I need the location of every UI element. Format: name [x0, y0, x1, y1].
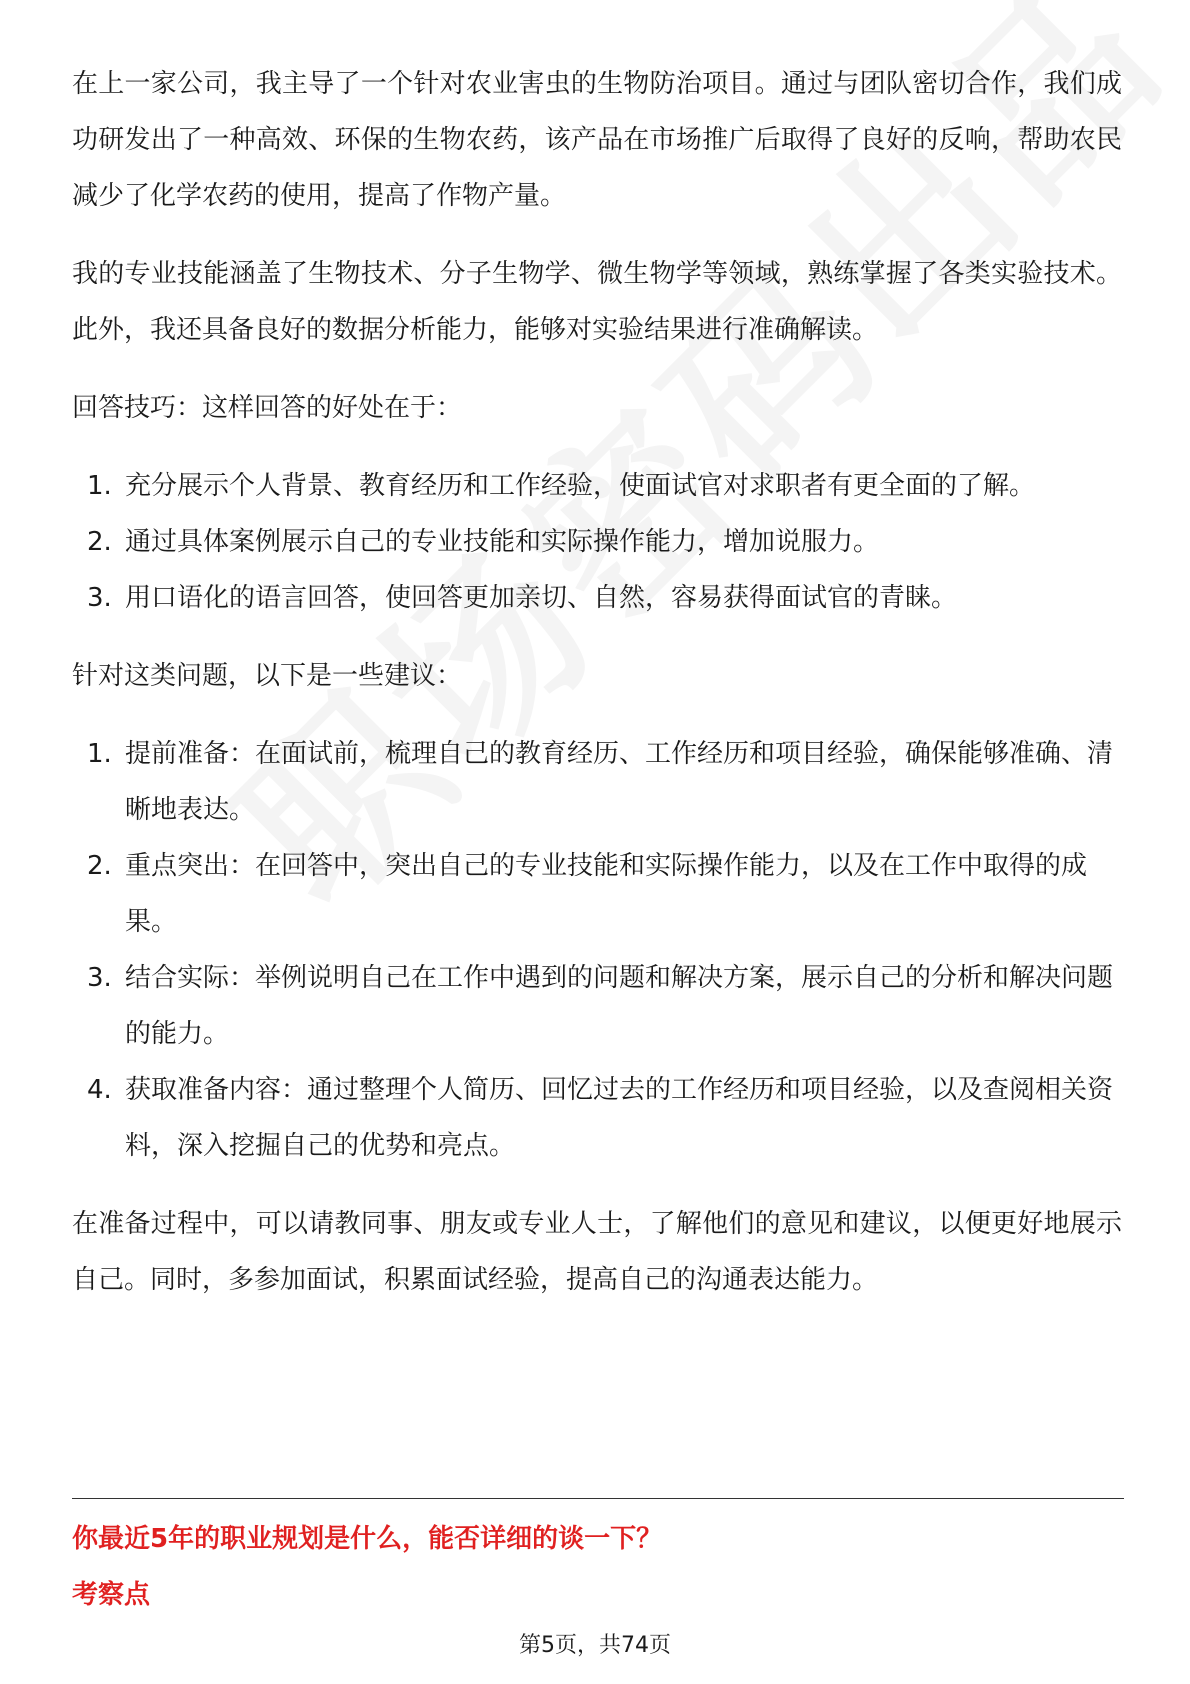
list-item [72, 570, 1122, 626]
list-item-text: 用口语化的语言回答，使回答更加亲切、自然，容易获得面试官的青睐。 [125, 583, 958, 613]
paragraph-project-experience: 在上一家公司，我主导了一个针对农业害虫的生物防治项目。通过与团队密切合作，我们成功研发出了一种高效、环保的生物农药，该产品在市场推广后取得了良好的反响，帮助农民减少了化学农药的使用，提高了作物产量。 [72, 69, 1122, 211]
list-item-text: 重点突出：在回答中，突出自己的专业技能和实际操作能力，以及在工作中取得的成果。 [125, 851, 1088, 937]
list-item-text: 充分展示个人背景、教育经历和工作经验，使面试官对求职者有更全面的了解。 [125, 471, 1036, 501]
paragraph-answer-tips-heading: 回答技巧：这样回答的好处在于： [72, 393, 463, 423]
list-number: 1. [87, 739, 112, 769]
list-item-text: 通过具体案例展示自己的专业技能和实际操作能力，增加说服力。 [125, 527, 880, 557]
list-item-text: 获取准备内容：通过整理个人简历、回忆过去的工作经历和项目经验，以及查阅相关资料，深入挖掘自己的优势和亮点。 [125, 1075, 1114, 1161]
list-item [72, 458, 1122, 514]
page-number: 第5页，共74页 [519, 1633, 671, 1658]
list-item-text: 提前准备：在面试前，梳理自己的教育经历、工作经历和项目经验，确保能够准确、清晰地表达。 [125, 739, 1114, 825]
section-divider [72, 1498, 1124, 1499]
list-item [72, 726, 1122, 838]
list-number: 3. [87, 963, 112, 993]
list-number: 1. [87, 471, 112, 501]
next-question-subheading: 考察点 [72, 1580, 151, 1610]
list-number: 2. [87, 527, 112, 557]
list-item [72, 838, 1122, 950]
answer-tips-list [72, 458, 1122, 626]
list-item [72, 950, 1122, 1062]
list-item-text: 结合实际：举例说明自己在工作中遇到的问题和解决方案，展示自己的分析和解决问题的能力。 [125, 963, 1114, 1049]
document-body [72, 56, 1122, 1330]
paragraph-professional-skills: 我的专业技能涵盖了生物技术、分子生物学、微生物学等领域，熟练掌握了各类实验技术。此外，我还具备良好的数据分析能力，能够对实验结果进行准确解读。 [72, 259, 1122, 345]
list-item [72, 514, 1122, 570]
list-number: 3. [87, 583, 112, 613]
paragraph-suggestions-heading: 针对这类问题，以下是一些建议： [72, 661, 463, 691]
list-number: 2. [87, 851, 112, 881]
list-number: 4. [87, 1075, 112, 1105]
paragraph-preparation-advice: 在准备过程中，可以请教同事、朋友或专业人士，了解他们的意见和建议，以便更好地展示自己。同时，多参加面试，积累面试经验，提高自己的沟通表达能力。 [72, 1209, 1122, 1295]
suggestions-list [72, 726, 1122, 1174]
next-question-title: 你最近5年的职业规划是什么，能否详细的谈一下？ [72, 1524, 663, 1554]
list-item [72, 1062, 1122, 1174]
